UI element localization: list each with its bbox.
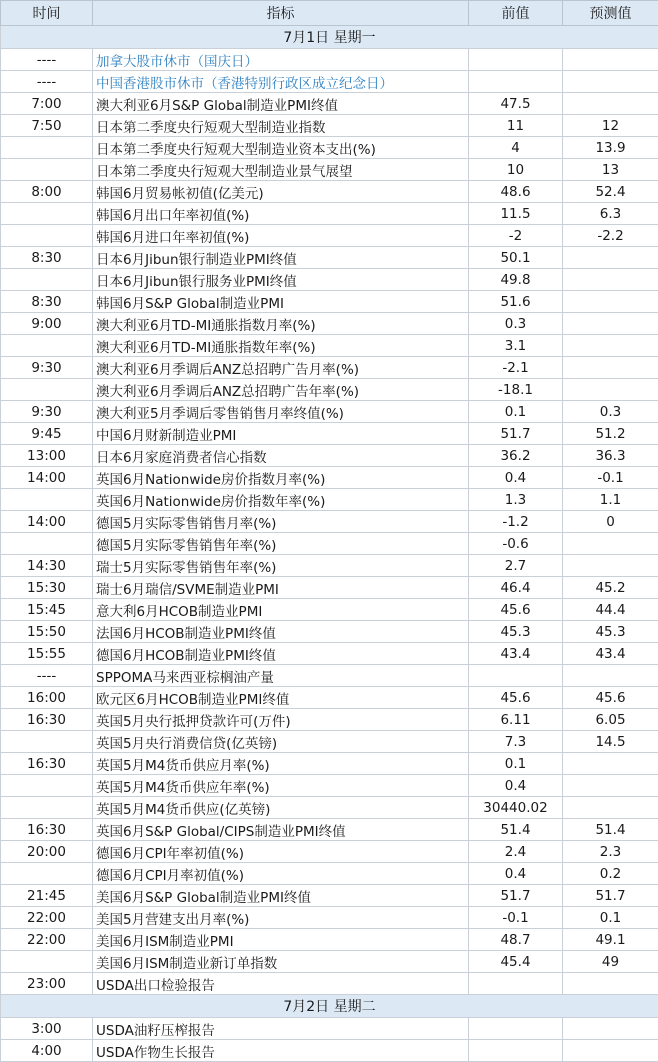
indicator-cell: 澳大利亚6月季调后ANZ总招聘广告年率(%): [93, 379, 469, 401]
indicator-cell: 英国6月S&P Global/CIPS制造业PMI终值: [93, 819, 469, 841]
time-cell: [1, 489, 93, 511]
time-cell: 8:30: [1, 291, 93, 313]
table-row: [1, 973, 658, 995]
previous-value-cell: [469, 71, 563, 93]
previous-value-cell: [469, 1018, 563, 1040]
indicator-cell: 德国6月CPI月率初值(%): [93, 863, 469, 885]
indicator-cell: 英国6月Nationwide房价指数月率(%): [93, 467, 469, 489]
table-row: [1, 907, 658, 929]
table-row: [1, 203, 658, 225]
indicator-cell: 澳大利亚6月TD-MI通胀指数月率(%): [93, 313, 469, 335]
table-row: [1, 379, 658, 401]
table-row: [1, 775, 658, 797]
indicator-cell: 美国5月营建支出月率(%): [93, 907, 469, 929]
table-row: [1, 71, 658, 93]
date-label: 7月1日 星期一: [1, 26, 658, 49]
time-cell: [1, 731, 93, 753]
forecast-value-cell: 14.5: [563, 731, 658, 753]
forecast-value-cell: 36.3: [563, 445, 658, 467]
indicator-cell: 韩国6月进口年率初值(%): [93, 225, 469, 247]
table-row: [1, 489, 658, 511]
indicator-cell: USDA出口检验报告: [93, 973, 469, 995]
forecast-value-cell: [563, 269, 658, 291]
indicator-cell: 日本第二季度央行短观大型制造业资本支出(%): [93, 137, 469, 159]
previous-value-cell: 51.4: [469, 819, 563, 841]
forecast-value-cell: [563, 973, 658, 995]
indicator-cell: 澳大利亚6月S&P Global制造业PMI终值: [93, 93, 469, 115]
previous-value-cell: 51.6: [469, 291, 563, 313]
table-row: [1, 819, 658, 841]
time-cell: 15:50: [1, 621, 93, 643]
date-header-row: [1, 26, 658, 49]
indicator-cell: USDA作物生长报告: [93, 1040, 469, 1062]
table-row: [1, 797, 658, 819]
forecast-value-cell: [563, 775, 658, 797]
forecast-value-cell: [563, 1018, 658, 1040]
indicator-cell: 韩国6月出口年率初值(%): [93, 203, 469, 225]
forecast-value-cell: [563, 49, 658, 71]
table-row: [1, 335, 658, 357]
indicator-cell: 日本第二季度央行短观大型制造业指数: [93, 115, 469, 137]
forecast-value-cell: 51.2: [563, 423, 658, 445]
forecast-value-cell: [563, 753, 658, 775]
indicator-cell: 英国5月央行抵押贷款许可(万件): [93, 709, 469, 731]
forecast-value-cell: [563, 313, 658, 335]
date-label: 7月2日 星期二: [1, 995, 658, 1018]
time-cell: [1, 863, 93, 885]
indicator-cell: 意大利6月HCOB制造业PMI: [93, 599, 469, 621]
time-cell: 15:55: [1, 643, 93, 665]
indicator-cell: 德国5月实际零售销售月率(%): [93, 511, 469, 533]
time-cell: 16:00: [1, 687, 93, 709]
time-cell: [1, 225, 93, 247]
forecast-value-cell: [563, 665, 658, 687]
previous-value-cell: 0.4: [469, 775, 563, 797]
time-cell: 20:00: [1, 841, 93, 863]
header-indicator: 指标: [93, 1, 469, 26]
previous-value-cell: -1.2: [469, 511, 563, 533]
time-cell: [1, 269, 93, 291]
indicator-cell: 法国6月HCOB制造业PMI终值: [93, 621, 469, 643]
forecast-value-cell: 0: [563, 511, 658, 533]
forecast-value-cell: 1.1: [563, 489, 658, 511]
table-row: [1, 357, 658, 379]
indicator-cell: 德国6月CPI年率初值(%): [93, 841, 469, 863]
time-cell: 9:30: [1, 357, 93, 379]
previous-value-cell: -0.1: [469, 907, 563, 929]
previous-value-cell: [469, 665, 563, 687]
table-row: [1, 291, 658, 313]
time-cell: 21:45: [1, 885, 93, 907]
time-cell: 9:00: [1, 313, 93, 335]
indicator-cell: 澳大利亚6月季调后ANZ总招聘广告月率(%): [93, 357, 469, 379]
previous-value-cell: 49.8: [469, 269, 563, 291]
forecast-value-cell: [563, 247, 658, 269]
time-cell: 8:30: [1, 247, 93, 269]
previous-value-cell: 4: [469, 137, 563, 159]
time-cell: 22:00: [1, 929, 93, 951]
previous-value-cell: 11: [469, 115, 563, 137]
forecast-value-cell: 6.3: [563, 203, 658, 225]
forecast-value-cell: 43.4: [563, 643, 658, 665]
date-header-row: [1, 995, 658, 1018]
table-row: [1, 511, 658, 533]
time-cell: 14:00: [1, 467, 93, 489]
time-cell: [1, 203, 93, 225]
table-row: [1, 621, 658, 643]
table-row: [1, 731, 658, 753]
previous-value-cell: [469, 1040, 563, 1062]
table-row: [1, 181, 658, 203]
indicator-cell: 英国6月Nationwide房价指数年率(%): [93, 489, 469, 511]
time-cell: ----: [1, 665, 93, 687]
forecast-value-cell: [563, 335, 658, 357]
time-cell: 14:00: [1, 511, 93, 533]
indicator-cell: 瑞士5月实际零售销售年率(%): [93, 555, 469, 577]
forecast-value-cell: 45.6: [563, 687, 658, 709]
forecast-value-cell: 44.4: [563, 599, 658, 621]
previous-value-cell: 45.4: [469, 951, 563, 973]
header-time: 时间: [1, 1, 93, 26]
time-cell: [1, 775, 93, 797]
previous-value-cell: 6.11: [469, 709, 563, 731]
table-row: [1, 1018, 658, 1040]
table-row: [1, 929, 658, 951]
forecast-value-cell: [563, 71, 658, 93]
time-cell: 16:30: [1, 709, 93, 731]
previous-value-cell: 3.1: [469, 335, 563, 357]
time-cell: 14:30: [1, 555, 93, 577]
previous-value-cell: 0.1: [469, 401, 563, 423]
indicator-cell: 德国6月HCOB制造业PMI终值: [93, 643, 469, 665]
time-cell: 7:00: [1, 93, 93, 115]
time-cell: ----: [1, 71, 93, 93]
previous-value-cell: 2.4: [469, 841, 563, 863]
indicator-cell: 欧元区6月HCOB制造业PMI终值: [93, 687, 469, 709]
time-cell: 15:45: [1, 599, 93, 621]
previous-value-cell: 0.4: [469, 863, 563, 885]
time-cell: 13:00: [1, 445, 93, 467]
time-cell: [1, 533, 93, 555]
forecast-value-cell: 49.1: [563, 929, 658, 951]
forecast-value-cell: [563, 533, 658, 555]
table-row: [1, 665, 658, 687]
previous-value-cell: 45.3: [469, 621, 563, 643]
forecast-value-cell: [563, 93, 658, 115]
table-row: [1, 225, 658, 247]
previous-value-cell: -0.6: [469, 533, 563, 555]
forecast-value-cell: [563, 291, 658, 313]
previous-value-cell: 36.2: [469, 445, 563, 467]
indicator-cell: 日本6月Jibun银行制造业PMI终值: [93, 247, 469, 269]
table-row: [1, 533, 658, 555]
previous-value-cell: 48.6: [469, 181, 563, 203]
table-row: [1, 423, 658, 445]
indicator-cell: 德国5月实际零售销售年率(%): [93, 533, 469, 555]
forecast-value-cell: 0.3: [563, 401, 658, 423]
previous-value-cell: -2.1: [469, 357, 563, 379]
forecast-value-cell: [563, 379, 658, 401]
forecast-value-cell: 13.9: [563, 137, 658, 159]
table-row: [1, 49, 658, 71]
time-cell: [1, 335, 93, 357]
previous-value-cell: 43.4: [469, 643, 563, 665]
previous-value-cell: 30440.02: [469, 797, 563, 819]
time-cell: 4:00: [1, 1040, 93, 1062]
forecast-value-cell: -2.2: [563, 225, 658, 247]
time-cell: [1, 951, 93, 973]
forecast-value-cell: [563, 555, 658, 577]
forecast-value-cell: 52.4: [563, 181, 658, 203]
time-cell: 3:00: [1, 1018, 93, 1040]
time-cell: 23:00: [1, 973, 93, 995]
time-cell: 9:30: [1, 401, 93, 423]
table-row: [1, 445, 658, 467]
indicator-cell: 美国6月S&P Global制造业PMI终值: [93, 885, 469, 907]
table-row: [1, 643, 658, 665]
previous-value-cell: 11.5: [469, 203, 563, 225]
table-row: [1, 753, 658, 775]
holiday-link[interactable]: 加拿大股市休市（国庆日）: [93, 49, 469, 71]
header-forecast: 预测值: [563, 1, 658, 26]
table-row: [1, 577, 658, 599]
holiday-link[interactable]: 中国香港股市休市（香港特别行政区成立纪念日）: [93, 71, 469, 93]
forecast-value-cell: 51.4: [563, 819, 658, 841]
previous-value-cell: 50.1: [469, 247, 563, 269]
table-row: [1, 401, 658, 423]
previous-value-cell: 45.6: [469, 687, 563, 709]
forecast-value-cell: 45.2: [563, 577, 658, 599]
previous-value-cell: 1.3: [469, 489, 563, 511]
indicator-cell: 美国6月ISM制造业PMI: [93, 929, 469, 951]
forecast-value-cell: 12: [563, 115, 658, 137]
table-row: [1, 687, 658, 709]
indicator-cell: 日本第二季度央行短观大型制造业景气展望: [93, 159, 469, 181]
indicator-cell: 英国5月M4货币供应(亿英镑): [93, 797, 469, 819]
time-cell: 22:00: [1, 907, 93, 929]
previous-value-cell: 48.7: [469, 929, 563, 951]
forecast-value-cell: [563, 357, 658, 379]
header-previous: 前值: [469, 1, 563, 26]
table-row: [1, 599, 658, 621]
table-row: [1, 1040, 658, 1062]
previous-value-cell: [469, 973, 563, 995]
table-row: [1, 951, 658, 973]
table-body: [1, 26, 658, 1062]
indicator-cell: 英国5月M4货币供应年率(%): [93, 775, 469, 797]
forecast-value-cell: 0.2: [563, 863, 658, 885]
time-cell: 9:45: [1, 423, 93, 445]
forecast-value-cell: 49: [563, 951, 658, 973]
table-row: [1, 115, 658, 137]
previous-value-cell: [469, 49, 563, 71]
time-cell: [1, 797, 93, 819]
table-row: [1, 247, 658, 269]
table-header-row: [1, 1, 658, 26]
forecast-value-cell: -0.1: [563, 467, 658, 489]
indicator-cell: 韩国6月贸易帐初值(亿美元): [93, 181, 469, 203]
time-cell: 8:00: [1, 181, 93, 203]
time-cell: ----: [1, 49, 93, 71]
forecast-value-cell: 51.7: [563, 885, 658, 907]
indicator-cell: 英国5月M4货币供应月率(%): [93, 753, 469, 775]
previous-value-cell: 46.4: [469, 577, 563, 599]
indicator-cell: 韩国6月S&P Global制造业PMI: [93, 291, 469, 313]
indicator-cell: 澳大利亚5月季调后零售销售月率终值(%): [93, 401, 469, 423]
time-cell: [1, 159, 93, 181]
time-cell: 7:50: [1, 115, 93, 137]
forecast-value-cell: [563, 797, 658, 819]
forecast-value-cell: 0.1: [563, 907, 658, 929]
table-row: [1, 863, 658, 885]
table-row: [1, 841, 658, 863]
previous-value-cell: 0.3: [469, 313, 563, 335]
indicator-cell: SPPOMA马来西亚棕榈油产量: [93, 665, 469, 687]
previous-value-cell: 2.7: [469, 555, 563, 577]
indicator-cell: 中国6月财新制造业PMI: [93, 423, 469, 445]
table-row: [1, 709, 658, 731]
time-cell: [1, 379, 93, 401]
table-row: [1, 555, 658, 577]
indicator-cell: 澳大利亚6月TD-MI通胀指数年率(%): [93, 335, 469, 357]
time-cell: 16:30: [1, 819, 93, 841]
indicator-cell: 日本6月家庭消费者信心指数: [93, 445, 469, 467]
table-row: [1, 885, 658, 907]
table-row: [1, 467, 658, 489]
previous-value-cell: 51.7: [469, 885, 563, 907]
indicator-cell: 美国6月ISM制造业新订单指数: [93, 951, 469, 973]
previous-value-cell: 0.1: [469, 753, 563, 775]
forecast-value-cell: 6.05: [563, 709, 658, 731]
previous-value-cell: -2: [469, 225, 563, 247]
time-cell: 16:30: [1, 753, 93, 775]
previous-value-cell: 45.6: [469, 599, 563, 621]
forecast-value-cell: [563, 1040, 658, 1062]
time-cell: [1, 137, 93, 159]
indicator-cell: 日本6月Jibun银行服务业PMI终值: [93, 269, 469, 291]
table-row: [1, 93, 658, 115]
previous-value-cell: 51.7: [469, 423, 563, 445]
indicator-cell: USDA油籽压榨报告: [93, 1018, 469, 1040]
time-cell: 15:30: [1, 577, 93, 599]
table-row: [1, 137, 658, 159]
table-row: [1, 313, 658, 335]
previous-value-cell: 7.3: [469, 731, 563, 753]
indicator-cell: 英国5月央行消费信贷(亿英镑): [93, 731, 469, 753]
previous-value-cell: 47.5: [469, 93, 563, 115]
previous-value-cell: 0.4: [469, 467, 563, 489]
indicator-cell: 瑞士6月瑞信/SVME制造业PMI: [93, 577, 469, 599]
previous-value-cell: 10: [469, 159, 563, 181]
forecast-value-cell: 2.3: [563, 841, 658, 863]
previous-value-cell: -18.1: [469, 379, 563, 401]
forecast-value-cell: 45.3: [563, 621, 658, 643]
table-row: [1, 159, 658, 181]
table-row: [1, 269, 658, 291]
forecast-value-cell: 13: [563, 159, 658, 181]
